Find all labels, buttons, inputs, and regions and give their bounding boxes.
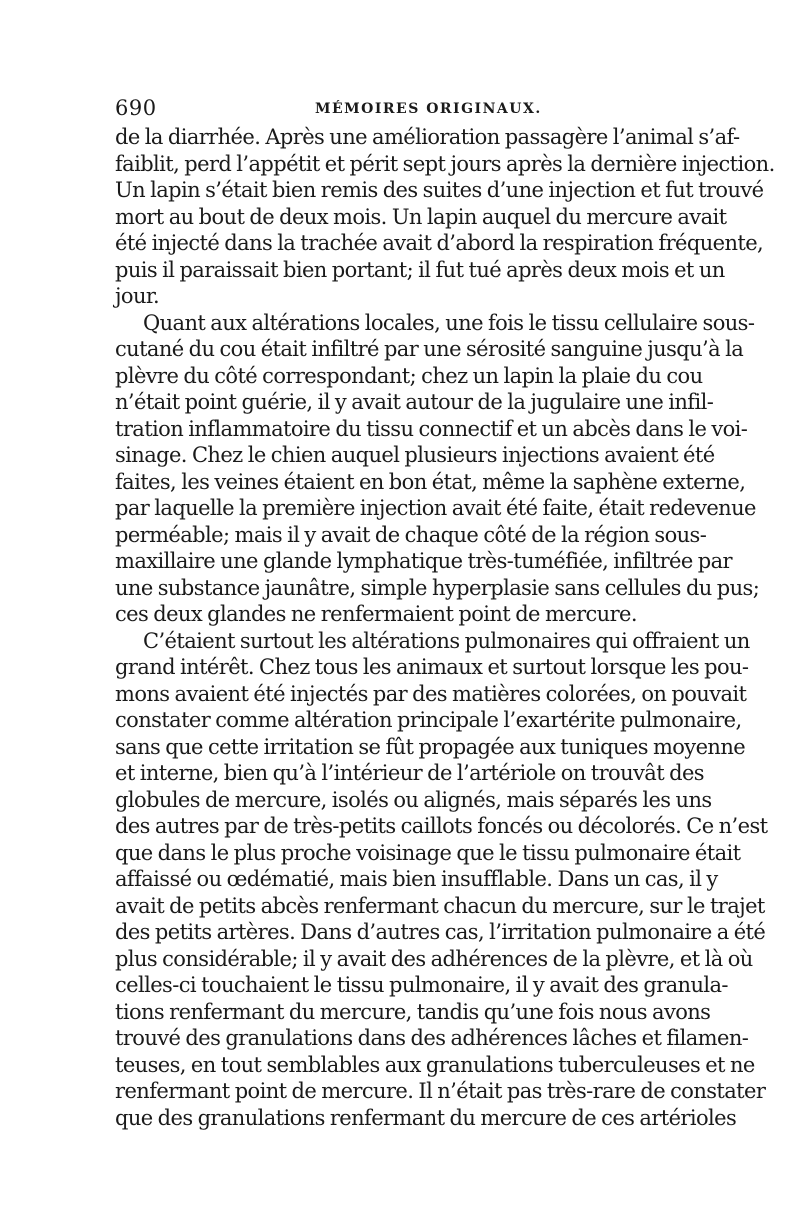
page-number: 690 [115,96,157,120]
text-line: et interne, bien qu’à l’intérieur de l’artériole on trouvât des [115,761,704,785]
text-line: perméable; mais il y avait de chaque côté de la région sous- [115,522,707,547]
text-line: jour. [115,284,160,308]
text-line: par laquelle la première injection avait été faite, était redevenue [115,496,756,520]
paragraph-start-line: Quant aux altérations locales, une fois le tissu cellulaire sous- [143,310,755,335]
text-line: globules de mercure, isolés ou alignés, mais séparés les uns [115,787,712,812]
text-line: ces deux glandes ne renfermaient point de mercure. [115,602,637,626]
text-line: de la diarrhée. Après une amélioration passagère l’animal s’af- [115,125,740,149]
text-line: celles-ci touchaient le tissu pulmonaire, il y avait des granula- [115,973,728,997]
text-line: renfermant point de mercure. Il n’était pas très-rare de constater [115,1079,766,1103]
text-line: que des granulations renfermant du mercure de ces artérioles [115,1105,737,1130]
text-line: affaissé ou œdématié, mais bien insufflable. Dans un cas, il y [115,867,718,891]
text-line: maxillaire une glande lymphatique très-tuméfiée, infiltrée par [115,549,732,573]
text-line: teuses, en tout semblables aux granulations tuberculeuses et ne [115,1052,755,1077]
text-line: constater comme altération principale l’exartérite pulmonaire, [115,708,742,732]
text-line: trouvé des granulations dans des adhérences lâches et filamen- [115,1026,749,1050]
text-line: sinage. Chez le chien auquel plusieurs injections avaient été [115,443,715,467]
text-line: Un lapin s’était bien remis des suites d’une injection et fut trouvé [115,178,764,202]
text-line: une substance jaunâtre, simple hyperplasie sans cellules du pus; [115,575,760,600]
running-head: MÉMOIRES ORIGINAUX. [315,101,542,117]
text-line: plèvre du côté correspondant; chez un lapin la plaie du cou [115,363,703,388]
text-line: tration inflammatoire du tissu connectif et un abcès dans le voi- [115,416,748,441]
text-line: mons avaient été injectés par des matières colorées, on pouvait [115,681,747,706]
page-header [115,96,685,124]
text-line: des autres par de très-petits caillots foncés ou décolorés. Ce n’est [115,814,768,838]
text-line: grand intérêt. Chez tous les animaux et surtout lorsque les pou- [115,655,749,679]
text-line: que dans le plus proche voisinage que le tissu pulmonaire était [115,840,741,865]
body-text [115,124,775,1131]
text-line: plus considérable; il y avait des adhérences de la plèvre, et là où [115,946,753,971]
text-line: sans que cette irritation se fût propagée aux tuniques moyenne [115,734,746,759]
text-line: n’était point guérie, il y avait autour de la jugulaire une infil- [115,390,714,414]
text-line: puis il paraissait bien portant; il fut tué après deux mois et un [115,257,725,282]
text-line: mort au bout de deux mois. Un lapin auquel du mercure avait [115,204,727,229]
text-line: faites, les veines étaient en bon état, même la saphène externe, [115,469,746,494]
text-line: été injecté dans la trachée avait d’abord la respiration fréquente, [115,231,764,255]
text-line: cutané du cou était infiltré par une sérosité sanguine jusqu’à la [115,337,744,361]
text-line: avait de petits abcès renfermant chacun du mercure, sur le trajet [115,893,765,918]
text-line: faiblit, perd l’appétit et périt sept jours après la dernière injection. [115,151,775,176]
paragraph-start-line: C’étaient surtout les altérations pulmonaires qui offraient un [143,628,750,653]
text-line: des petits artères. Dans d’autres cas, l’irritation pulmonaire a été [115,920,766,944]
text-line: tions renfermant du mercure, tandis qu’une fois nous avons [115,999,711,1024]
